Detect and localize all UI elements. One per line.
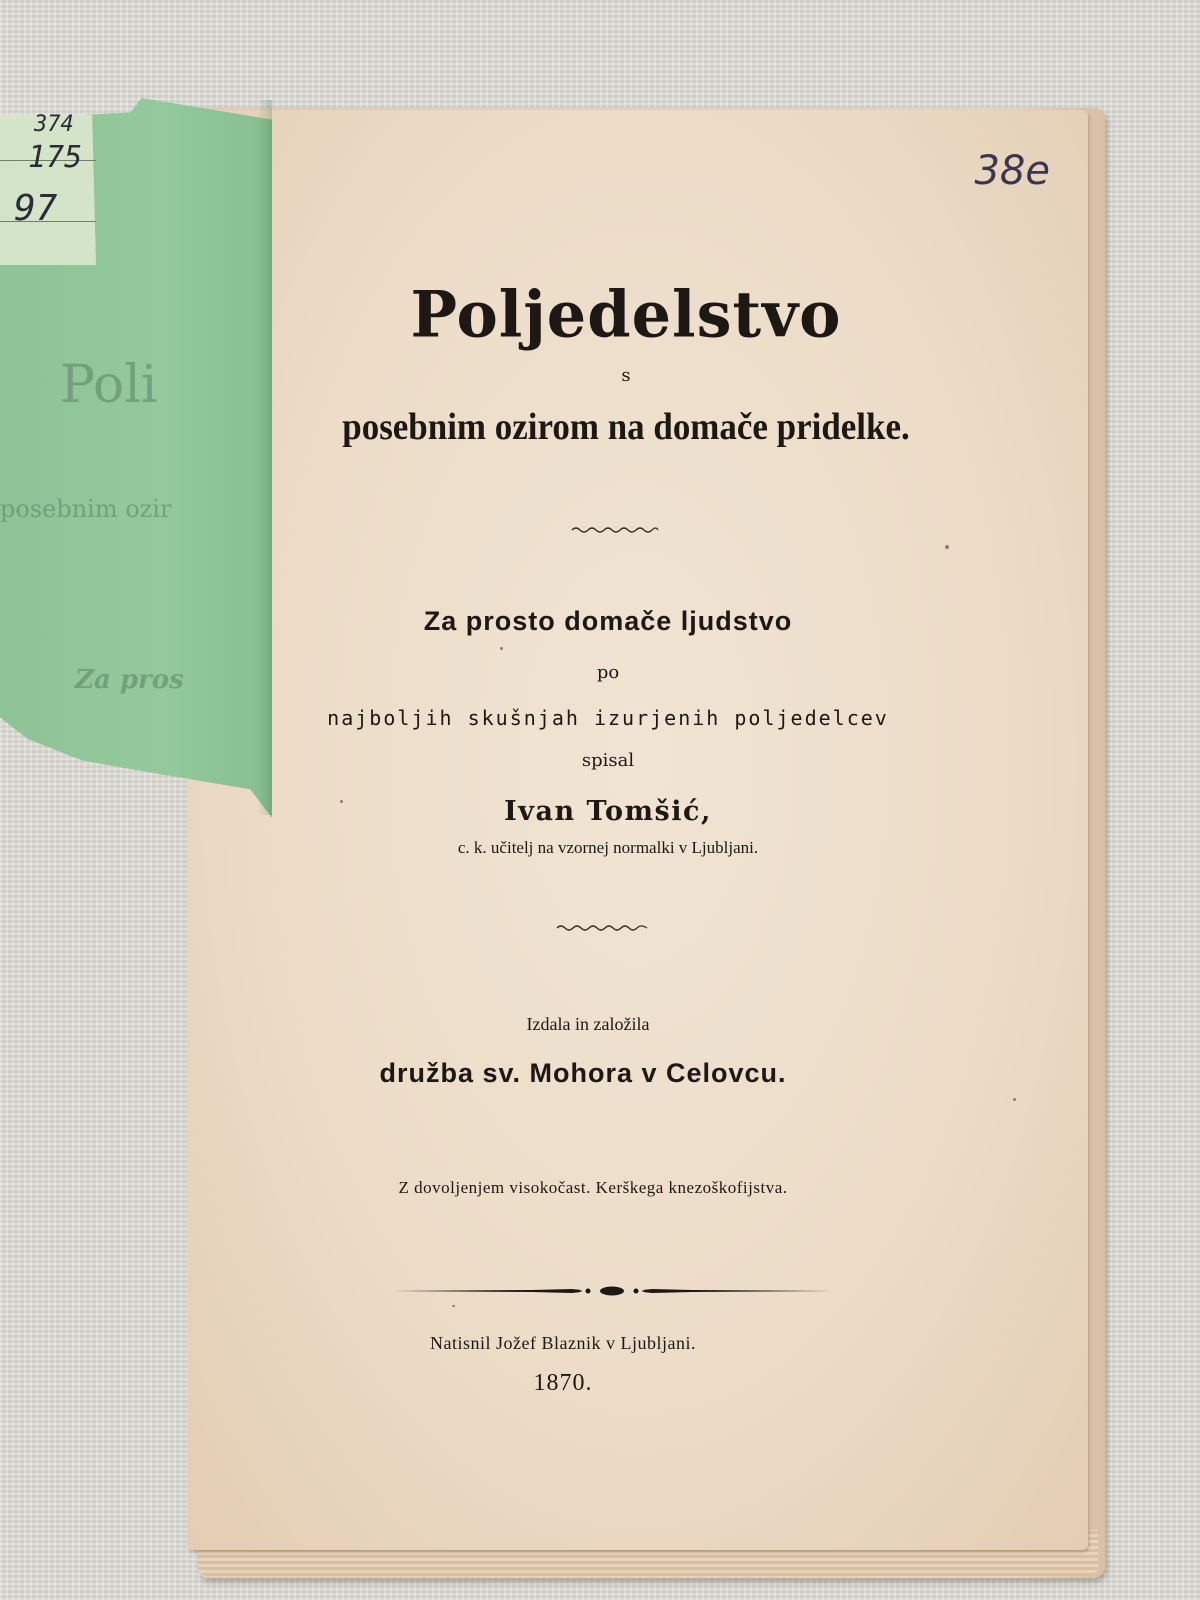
publication-year: 1870. bbox=[533, 1370, 593, 1396]
basis-line: najboljih skušnjah izurjenih poljedelcev bbox=[327, 706, 889, 730]
paper-speck bbox=[452, 1305, 455, 1307]
audience-line: Za prosto domače ljudstvo bbox=[423, 606, 793, 636]
wavy-ornament-divider-2 bbox=[555, 922, 650, 934]
spisal-line: spisal bbox=[581, 750, 635, 771]
permission-line: Z dovoljenjem visokočast. Kerškega knezoškofijstva. bbox=[398, 1178, 788, 1197]
book-subtitle: posebnim ozirom na domače pridelke. bbox=[342, 406, 910, 448]
decorative-rule bbox=[392, 1284, 832, 1298]
paper-speck bbox=[945, 545, 949, 549]
title-connector: s bbox=[621, 365, 631, 386]
paper-speck bbox=[340, 800, 343, 803]
printer-line: Natisnil Jožef Blaznik v Ljubljani. bbox=[430, 1333, 696, 1353]
wavy-ornament-divider bbox=[570, 524, 660, 536]
handwritten-label-line2: 175 bbox=[28, 140, 83, 175]
paper-speck bbox=[1013, 1098, 1016, 1101]
handwritten-shelf-mark: 38e bbox=[974, 148, 1050, 194]
cover-ghost-subtitle: posebnim ozir bbox=[0, 495, 172, 523]
cover-ghost-title: Poli bbox=[60, 355, 158, 415]
paper-speck bbox=[500, 647, 503, 650]
handwritten-label-line1: 374 bbox=[34, 112, 74, 137]
po-line: po bbox=[596, 662, 620, 683]
author-name: Ivan Tomšić, bbox=[504, 796, 712, 827]
publisher-name: družba sv. Mohora v Celovcu. bbox=[379, 1058, 787, 1088]
author-role: c. k. učitelj na vzornej normalki v Ljubljani. bbox=[457, 838, 759, 857]
cover-ghost-audience: Za pros bbox=[75, 665, 184, 695]
handwritten-label-line3: 97 bbox=[14, 188, 58, 229]
book-title: Poljedelstvo bbox=[410, 277, 842, 352]
issued-by-line: Izdala in založila bbox=[526, 1014, 650, 1034]
